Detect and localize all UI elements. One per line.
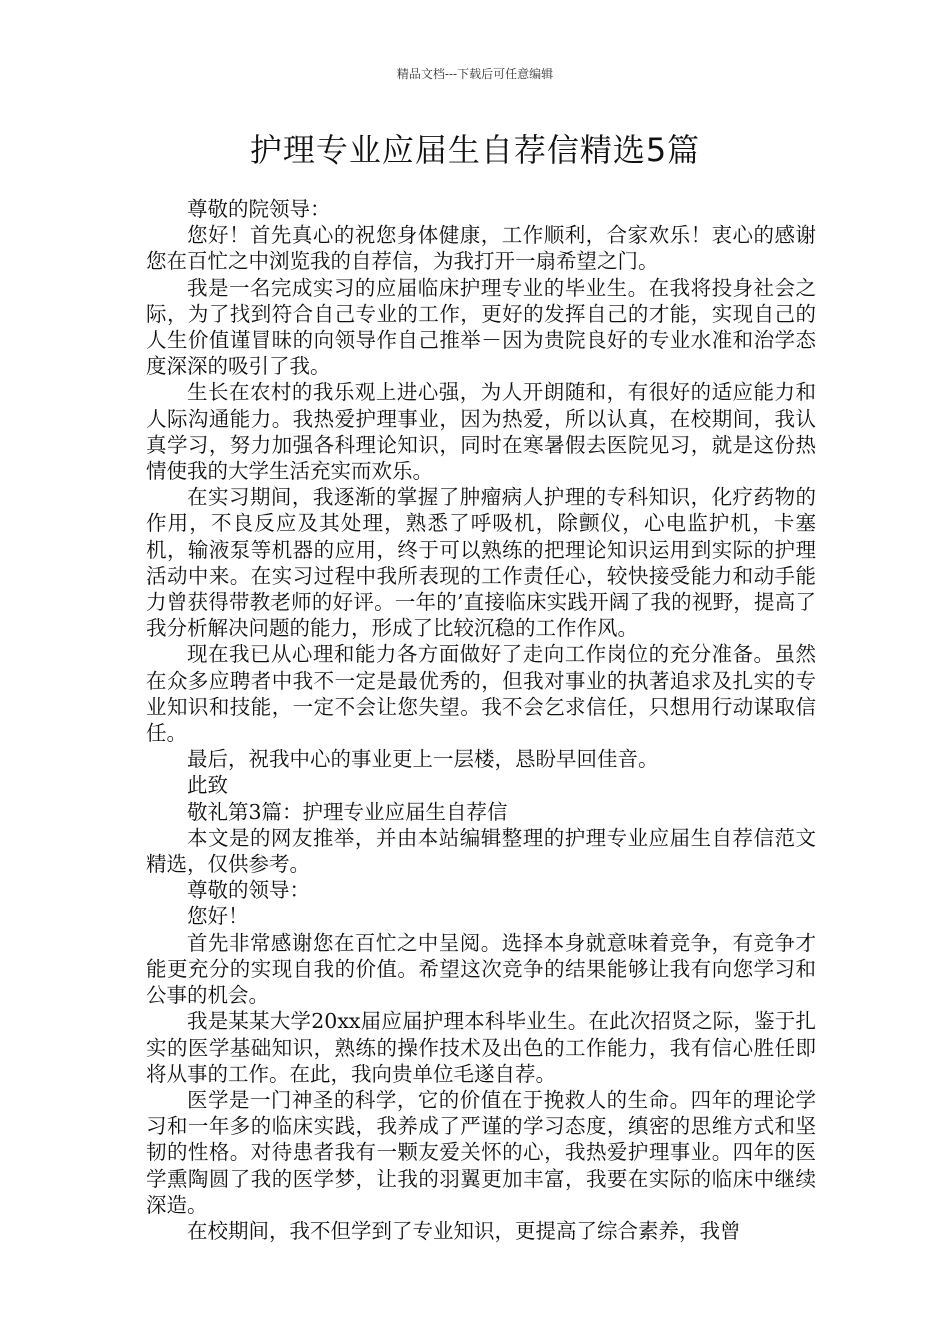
body-paragraph: 我是某某大学20xx届应届护理本科毕业生。在此次招贤之际，鉴于扎实的医学基础知识，熟练的操作技术及出色的工作能力，我有信心胜任即将从事的工作。在此，我向贵单位毛遂自荐。 xyxy=(146,1009,816,1086)
salutation: 尊敬的院领导： xyxy=(187,197,331,221)
body-paragraph: 生长在农村的我乐观上进心强，为人开朗随和，有很好的适应能力和人际沟通能力。我热爱护理事业，因为热爱，所以认真，在校期间，我认真学习，努力加强各科理论知识，同时在寒暑假去医院见习，就是这份热情使我的大学生活充实而欢乐。 xyxy=(146,380,816,484)
body-paragraph: 最后，祝我中心的事业更上一层楼，恳盼早回佳音。 xyxy=(187,747,659,772)
section-heading: 敬礼第3篇：护理专业应届生自荐信 xyxy=(187,799,508,824)
body-paragraph: 医学是一门神圣的科学，它的价值在于挽救人的生命。四年的理论学习和一年多的临床实践，我养成了严谨的学习态度，缜密的思维方式和坚韧的性格。对待患者我有一颗友爱关怀的心，我热爱护理事业。四年的医学熏陶圆了我的医学梦，让我的羽翼更加丰富，我要在实际的临床中继续深造。 xyxy=(146,1087,816,1217)
document-title: 护理专业应届生自荐信精选5篇 xyxy=(249,131,701,169)
closing-line: 此致 xyxy=(187,773,228,798)
body-paragraph: 在校期间，我不但学到了专业知识，更提高了综合素养，我曾 xyxy=(187,1218,741,1243)
document-body xyxy=(146,196,816,1244)
body-paragraph: 首先非常感谢您在百忙之中呈阅。选择本身就意味着竞争，有竞争才能更充分的实现自我的价值。希望这次竞争的结果能够让我有向您学习和公事的机会。 xyxy=(146,930,816,1008)
body-paragraph: 在实习期间，我逐渐的掌握了肿瘤病人护理的专科知识，化疗药物的作用，不良反应及其处理，熟悉了呼吸机，除颤仪，心电监护机，卡塞机，输液泵等机器的应用，终于可以熟练的把理论知识运用到实际的护理活动中来。在实习过程中我所表现的工作责任心，较快接受能力和动手能力曾获得带教老师的好评。一年的’直接临床实践开阔了我的视野，提高了我分析解决问题的能力，形成了比较沉稳的工作作风。 xyxy=(146,485,816,641)
body-paragraph: 您好！首先真心的祝您身体健康，工作顺利，合家欢乐！衷心的感谢您在百忙之中浏览我的自荐信，为我打开一扇希望之门。 xyxy=(146,223,816,274)
body-paragraph: 本文是的网友推举，并由本站编辑整理的护理专业应届生自荐信范文精选，仅供参考。 xyxy=(146,825,816,877)
header-watermark: 精品文档---下载后可任意编辑 xyxy=(396,67,554,81)
greeting: 您好！ xyxy=(187,904,249,929)
body-paragraph: 现在我已从心理和能力各方面做好了走向工作岗位的充分准备。虽然在众多应聘者中我不一定是最优秀的，但我对事业的执著追求及扎实的专业知识和技能，一定不会让您失望。我不会乞求信任，只想用行动谋取信任。 xyxy=(146,642,816,746)
salutation: 尊敬的领导： xyxy=(187,878,310,903)
body-paragraph: 我是一名完成实习的应届临床护理专业的毕业生。在我将投身社会之际，为了找到符合自己专业的工作，更好的发挥自己的才能，实现自己的人生价值谨冒昧的向领导作自己推举－因为贵院良好的专业水准和治学态度深深的吸引了我。 xyxy=(146,275,816,379)
